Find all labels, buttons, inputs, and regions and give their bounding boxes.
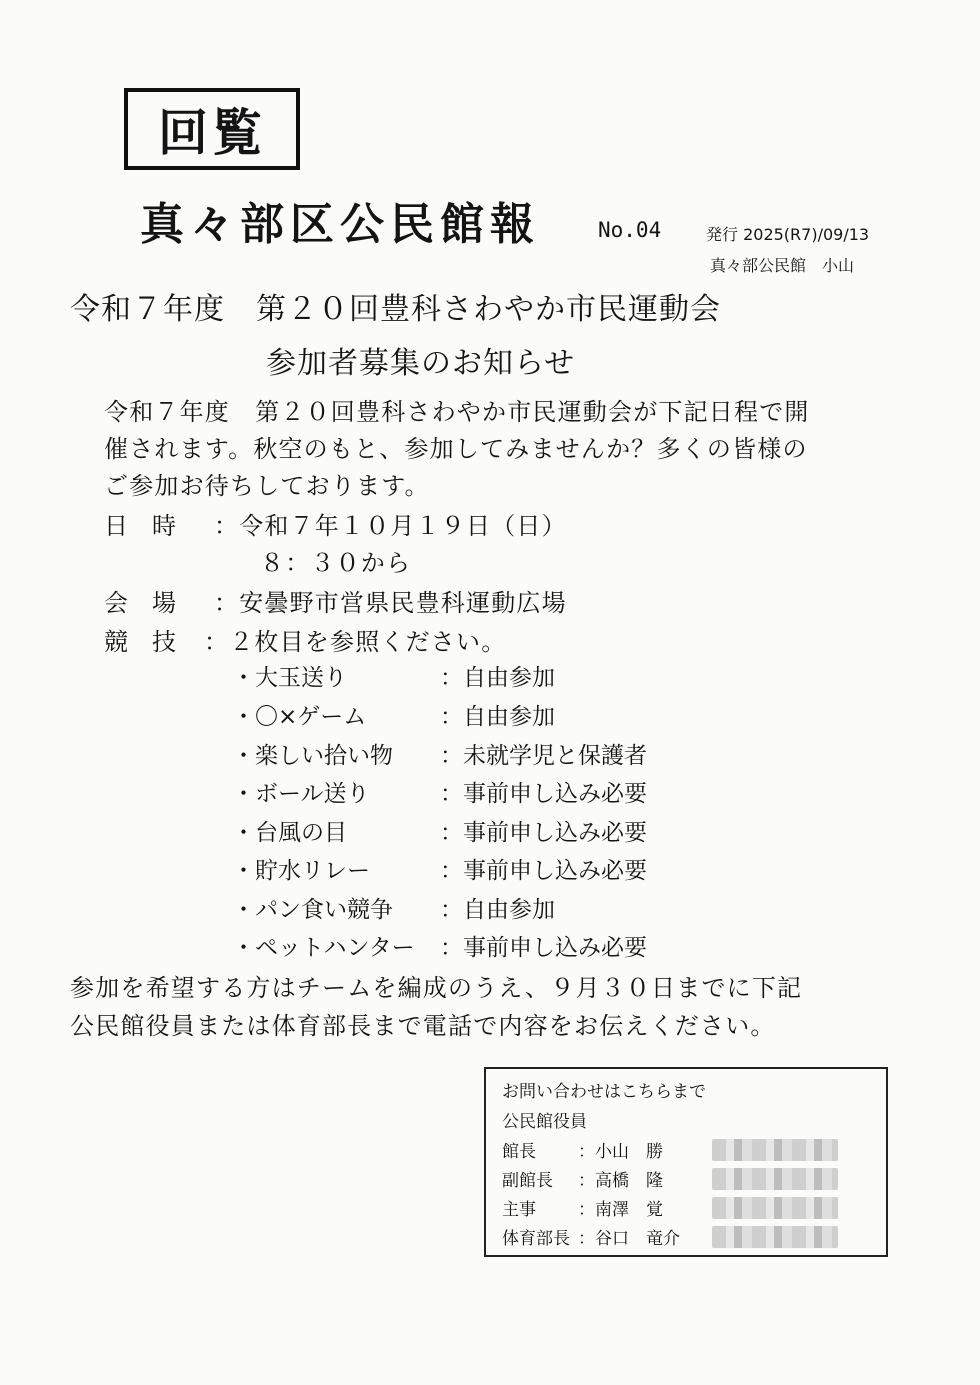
- contact-role: 主事: [502, 1200, 536, 1220]
- venue-label: 会 場: [104, 589, 176, 617]
- issuer: 真々部公民館 小山: [710, 256, 855, 275]
- intro-line-3: ご参加お待ちしております。: [104, 472, 430, 500]
- redacted-phone: [712, 1197, 838, 1219]
- circulation-stamp-box: [124, 88, 300, 170]
- contact-role: 副館長: [502, 1171, 553, 1191]
- headline-line-2: 参加者募集のお知らせ: [266, 346, 576, 381]
- issue-date: 発行 2025(R7)/09/13: [706, 225, 870, 244]
- event-condition: ：未就学児と保護者: [440, 743, 647, 769]
- event-name: ・ボール送り: [232, 781, 370, 807]
- closing-line-1: 参加を希望する方はチームを編成のうえ、９月３０日までに下記: [70, 974, 803, 1002]
- event-condition: ：自由参加: [440, 665, 555, 691]
- event-condition: ：自由参加: [440, 897, 555, 923]
- event-name: ・ペットハンター: [232, 935, 415, 961]
- contact-name: ：小山 勝: [578, 1142, 663, 1162]
- event-name: ・パン食い競争: [232, 897, 393, 923]
- circulation-label: 回覧: [158, 104, 266, 162]
- event-condition: ：事前申し込み必要: [440, 858, 647, 884]
- venue-value: ：安曇野市営県民豊科運動広場: [214, 589, 567, 617]
- contact-role: 館長: [502, 1142, 536, 1162]
- contact-role: 体育部長: [502, 1229, 570, 1249]
- contact-name: ：高橋 隆: [578, 1171, 663, 1191]
- events-value: ：２枚目を参照ください。: [204, 628, 507, 656]
- contact-heading: お問い合わせはこちらまで: [502, 1082, 706, 1102]
- events-label: 競 技: [104, 628, 176, 656]
- event-name: ・貯水リレー: [232, 858, 370, 884]
- closing-line-2: 公民館役員または体育部長まで電話で内容をお伝えください。: [70, 1012, 776, 1040]
- redacted-phone: [712, 1168, 838, 1190]
- contact-group: 公民館役員: [502, 1112, 587, 1132]
- intro-line-1: 令和７年度 第２０回豊科さわやか市民運動会が下記日程で開: [104, 398, 810, 426]
- contact-box: [484, 1067, 888, 1257]
- event-name: ・大玉送り: [232, 665, 347, 691]
- event-condition: ：事前申し込み必要: [440, 935, 647, 961]
- headline-line-1: 令和７年度 第２０回豊科さわやか市民運動会: [70, 292, 721, 327]
- contact-name: ：南澤 覚: [578, 1200, 663, 1220]
- newsletter-title: 真々部区公民館報: [140, 199, 540, 250]
- event-name: ・台風の目: [232, 820, 347, 846]
- redacted-phone: [712, 1226, 838, 1248]
- event-condition: ：事前申し込み必要: [440, 820, 647, 846]
- intro-line-2: 催されます。秋空のもと、参加してみませんか？多くの皆様の: [104, 435, 808, 463]
- date-value: ：令和７年１０月１９日（日）: [214, 512, 567, 540]
- time-value: ８：３０から: [260, 549, 412, 577]
- event-condition: ：自由参加: [440, 704, 555, 730]
- date-label: 日 時: [104, 512, 176, 540]
- event-condition: ：事前申し込み必要: [440, 781, 647, 807]
- event-name: ・楽しい拾い物: [232, 743, 393, 769]
- event-name: ・〇×ゲーム: [232, 704, 367, 730]
- redacted-phone: [712, 1139, 838, 1161]
- issue-number: No.04: [598, 218, 662, 242]
- contact-name: ：谷口 竜介: [578, 1229, 680, 1249]
